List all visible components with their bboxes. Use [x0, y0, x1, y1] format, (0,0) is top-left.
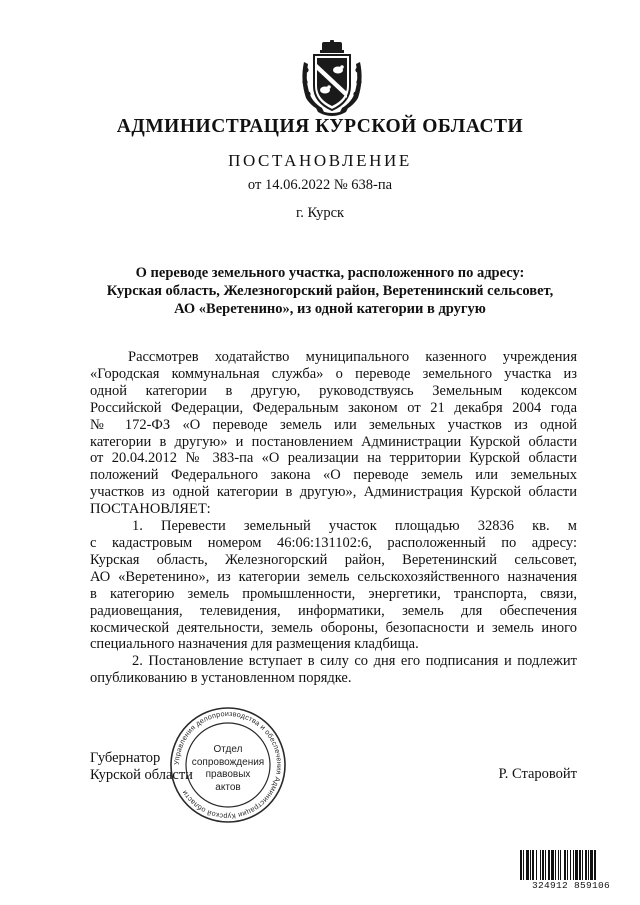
body-line: Курская область, Железногорский район, Веретенинский сельсовет, — [90, 551, 577, 568]
body-line: от 20.04.2012 № 383-па «О реализации на территории Курской области — [90, 450, 577, 467]
signature-position-line: Курской области — [90, 767, 193, 783]
body-line: ПОСТАНОВЛЯЕТ: — [90, 501, 211, 518]
svg-text:Управления делопроизводства и: Управления делопроизводства и обеспечения Администрации Курской области — [171, 708, 285, 822]
body-line: космической деятельности, земель обороны, безопасности и земель иного — [90, 619, 577, 636]
organization-name: АДМИНИСТРАЦИЯ КУРСКОЙ ОБЛАСТИ — [116, 116, 524, 137]
body-line: радиовещания, телевидения, информатики, земель для обеспечения — [90, 602, 577, 619]
stamp-line: актов — [215, 781, 241, 793]
title-line: АО «Веретенино», из одной категории в другую — [174, 301, 486, 317]
body-line: Российской Федерации, Федеральным законом от 21 декабря 2004 года — [90, 399, 577, 416]
body-line: положений Федерального закона «О переводе земель или земельных — [90, 467, 577, 484]
document-body — [90, 349, 577, 687]
signature-name: Р. Старовойт — [498, 766, 577, 782]
body-line: 2. Постановление вступает в силу со дня его подписания и подлежит — [132, 653, 577, 670]
body-line: одной категории в другую, руководствуясь Земельным кодексом — [90, 382, 577, 399]
body-line: № 172-ФЗ «О переводе земель или земельных участков из одной — [90, 416, 577, 433]
signature-position-line: Губернатор — [90, 750, 161, 766]
body-line: в категорию земель промышленности, энергетики, транспорта, связи, — [90, 585, 577, 602]
body-line: Рассмотрев ходатайство муниципального казенного учреждения — [128, 349, 577, 365]
document-type: ПОСТАНОВЛЕНИЕ — [228, 151, 412, 170]
title-line: О переводе земельного участка, расположенного по адресу: — [135, 265, 525, 281]
stamp-line: правовых — [205, 769, 251, 780]
stamp-line: Отдел — [213, 744, 243, 755]
body-line: «Городская коммунальная служба» о переводе земельного участка из — [90, 365, 577, 382]
body-line: с кадастровым номером 46:06:131102:6, расположенный по адресу: — [90, 534, 577, 551]
body-line: участков из одной категории в другую», Администрация Курской области — [90, 484, 577, 501]
barcode — [520, 850, 622, 880]
document-title — [80, 264, 580, 318]
body-line: специального назначения для размещения кладбища. — [90, 636, 419, 653]
body-line: АО «Веретенино», из категории земель сельскохозяйственного назначения — [90, 568, 577, 585]
document-city: г. Курск — [295, 205, 345, 221]
title-line: Курская область, Железногорский район, Веретенинский сельсовет, — [106, 283, 554, 299]
barcode-number: 324912 859106 — [531, 880, 610, 891]
document-date-number: от 14.06.2022 № 638-па — [247, 177, 393, 193]
stamp-line: сопровождения — [191, 756, 265, 768]
coat-of-arms-icon — [298, 40, 366, 116]
stamp-center-text — [188, 744, 268, 794]
body-line: категории в другую» и постановлением Администрации Курской области — [90, 433, 577, 450]
body-line: опубликованию в установленном порядке. — [90, 670, 352, 687]
body-line: 1. Перевести земельный участок площадью 32836 кв. м — [132, 518, 577, 535]
